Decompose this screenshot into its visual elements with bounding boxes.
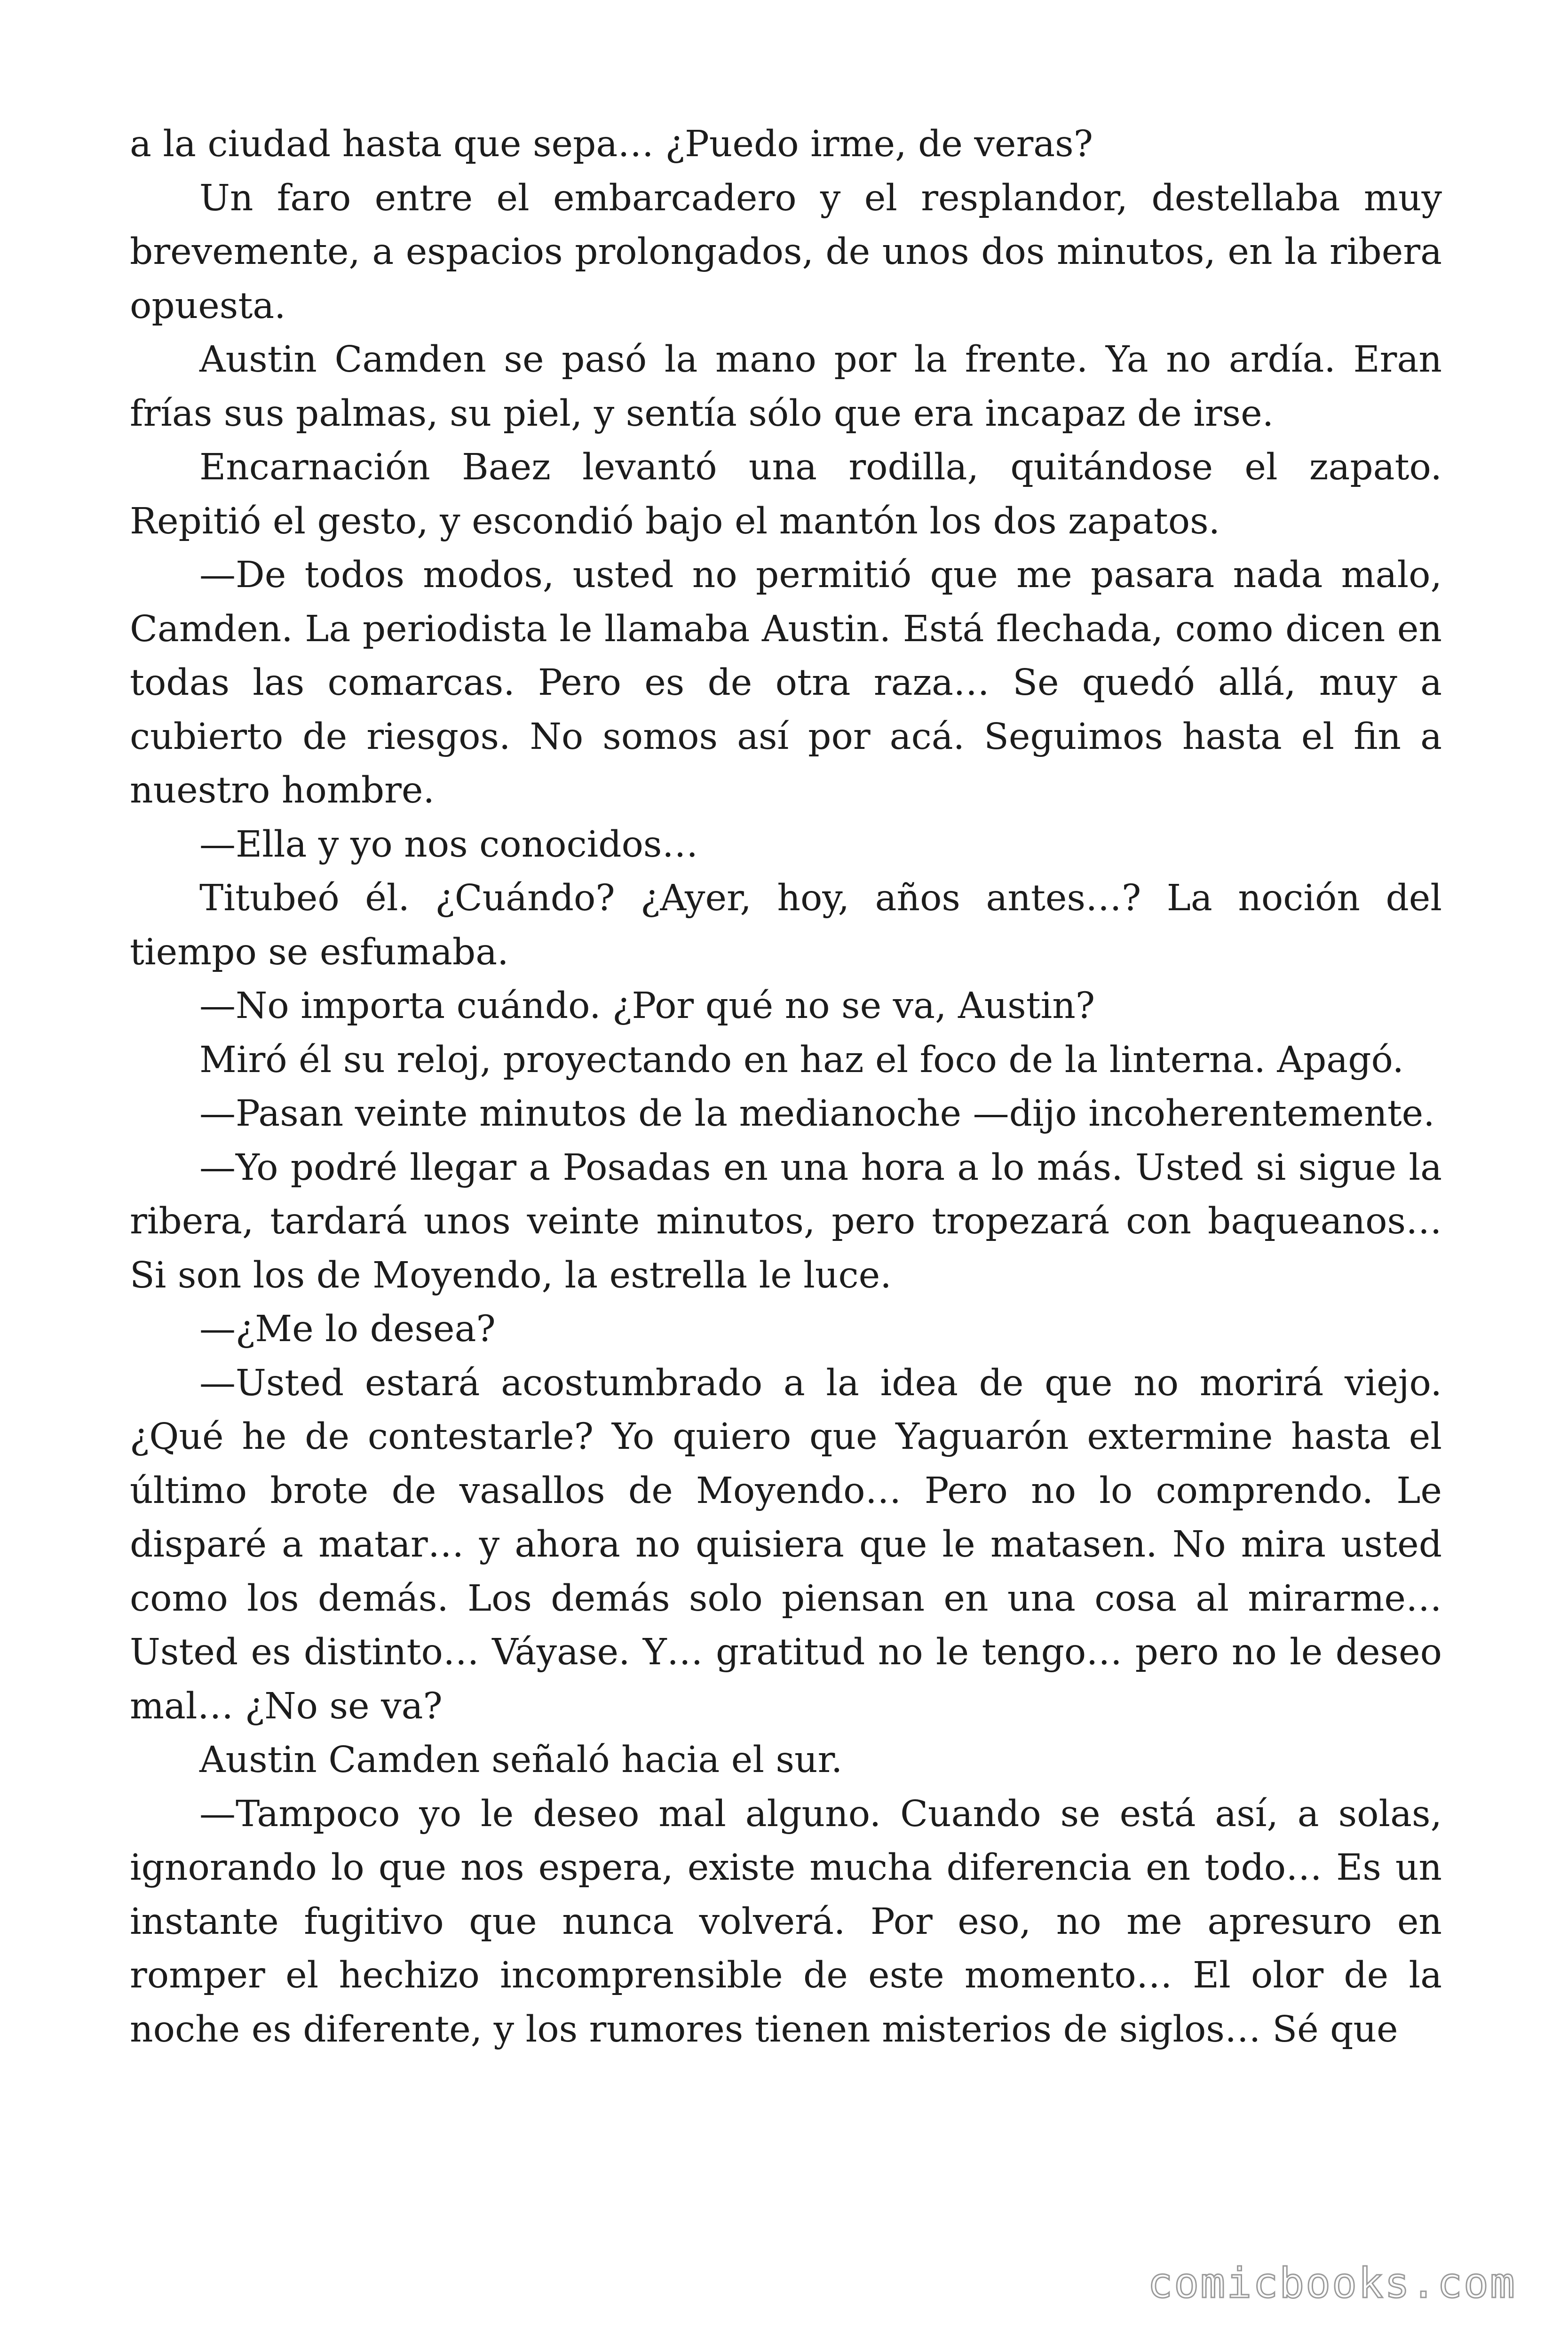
paragraph-2: Un faro entre el embarcadero y el resplandor, destellaba muy brevemente, a espacios prolongados, de unos dos minutos, en la ribera opuesta. bbox=[130, 177, 1442, 327]
paragraph-9: Miró él su reloj, proyectando en haz el foco de la linterna. Apagó. bbox=[199, 1039, 1404, 1081]
paragraph-4: Encarnación Baez levantó una rodilla, quitándose el zapato. Repitió el gesto, y escondió bajo el mantón los dos zapatos. bbox=[130, 446, 1442, 542]
paragraph-10: —Pasan veinte minutos de la medianoche —dijo incoherentemente. bbox=[199, 1093, 1435, 1135]
paragraph-3: Austin Camden se pasó la mano por la frente. Ya no ardía. Eran frías sus palmas, su piel, y sentía sólo que era incapaz de irse. bbox=[130, 339, 1442, 435]
paragraph-14: Austin Camden señaló hacia el sur. bbox=[199, 1739, 843, 1781]
paragraph-13: —Usted estará acostumbrado a la idea de que no morirá viejo. ¿Qué he de contestarle? Yo quiero que Yaguarón extermine hasta el último brote de vasallos de Moyendo… Pero no lo comprendo. Le disparé a matar… y ahora no quisiera que le matasen. No mira usted como los demás. Los demás solo piensan en una cosa al mirarme… Usted es distinto… Váyase. Y… gratitud no le tengo… pero no le deseo mal… ¿No se va? bbox=[130, 1362, 1442, 1727]
paragraph-12: —¿Me lo desea? bbox=[199, 1308, 496, 1350]
paragraph-8: —No importa cuándo. ¿Por qué no se va, Austin? bbox=[199, 985, 1095, 1027]
paragraph-1: a la ciudad hasta que sepa… ¿Puedo irme, de veras? bbox=[130, 123, 1093, 165]
paragraph-15: —Tampoco yo le deseo mal alguno. Cuando se está así, a solas, ignorando lo que nos espera, existe mucha diferencia en todo… Es un instante fugitivo que nunca volverá. Por eso, no me apresuro en romper el hechizo incomprensible de este momento… El olor de la noche es diferente, y los rumores tienen misterios de siglos… Sé que bbox=[130, 1793, 1442, 2050]
paragraph-11: —Yo podré llegar a Posadas en una hora a lo más. Usted si sigue la ribera, tardará unos veinte minutos, pero tropezará con baqueanos… Si son los de Moyendo, la estrella le luce. bbox=[130, 1146, 1442, 1296]
body-text bbox=[130, 118, 1442, 2057]
paragraph-5: —De todos modos, usted no permitió que me pasara nada malo, Camden. La periodista le llamaba Austin. Está flechada, como dicen en todas las comarcas. Pero es de otra raza… Se quedó allá, muy a cubierto de riesgos. No somos así por acá. Seguimos hasta el fin a nuestro hombre. bbox=[130, 554, 1442, 811]
paragraph-6: —Ella y yo nos conocidos… bbox=[199, 823, 698, 866]
paragraph-7: Titubeó él. ¿Cuándo? ¿Ayer, hoy, años antes…? La noción del tiempo se esfumaba. bbox=[130, 877, 1442, 973]
watermark: comicbooks.com bbox=[1148, 2259, 1516, 2307]
